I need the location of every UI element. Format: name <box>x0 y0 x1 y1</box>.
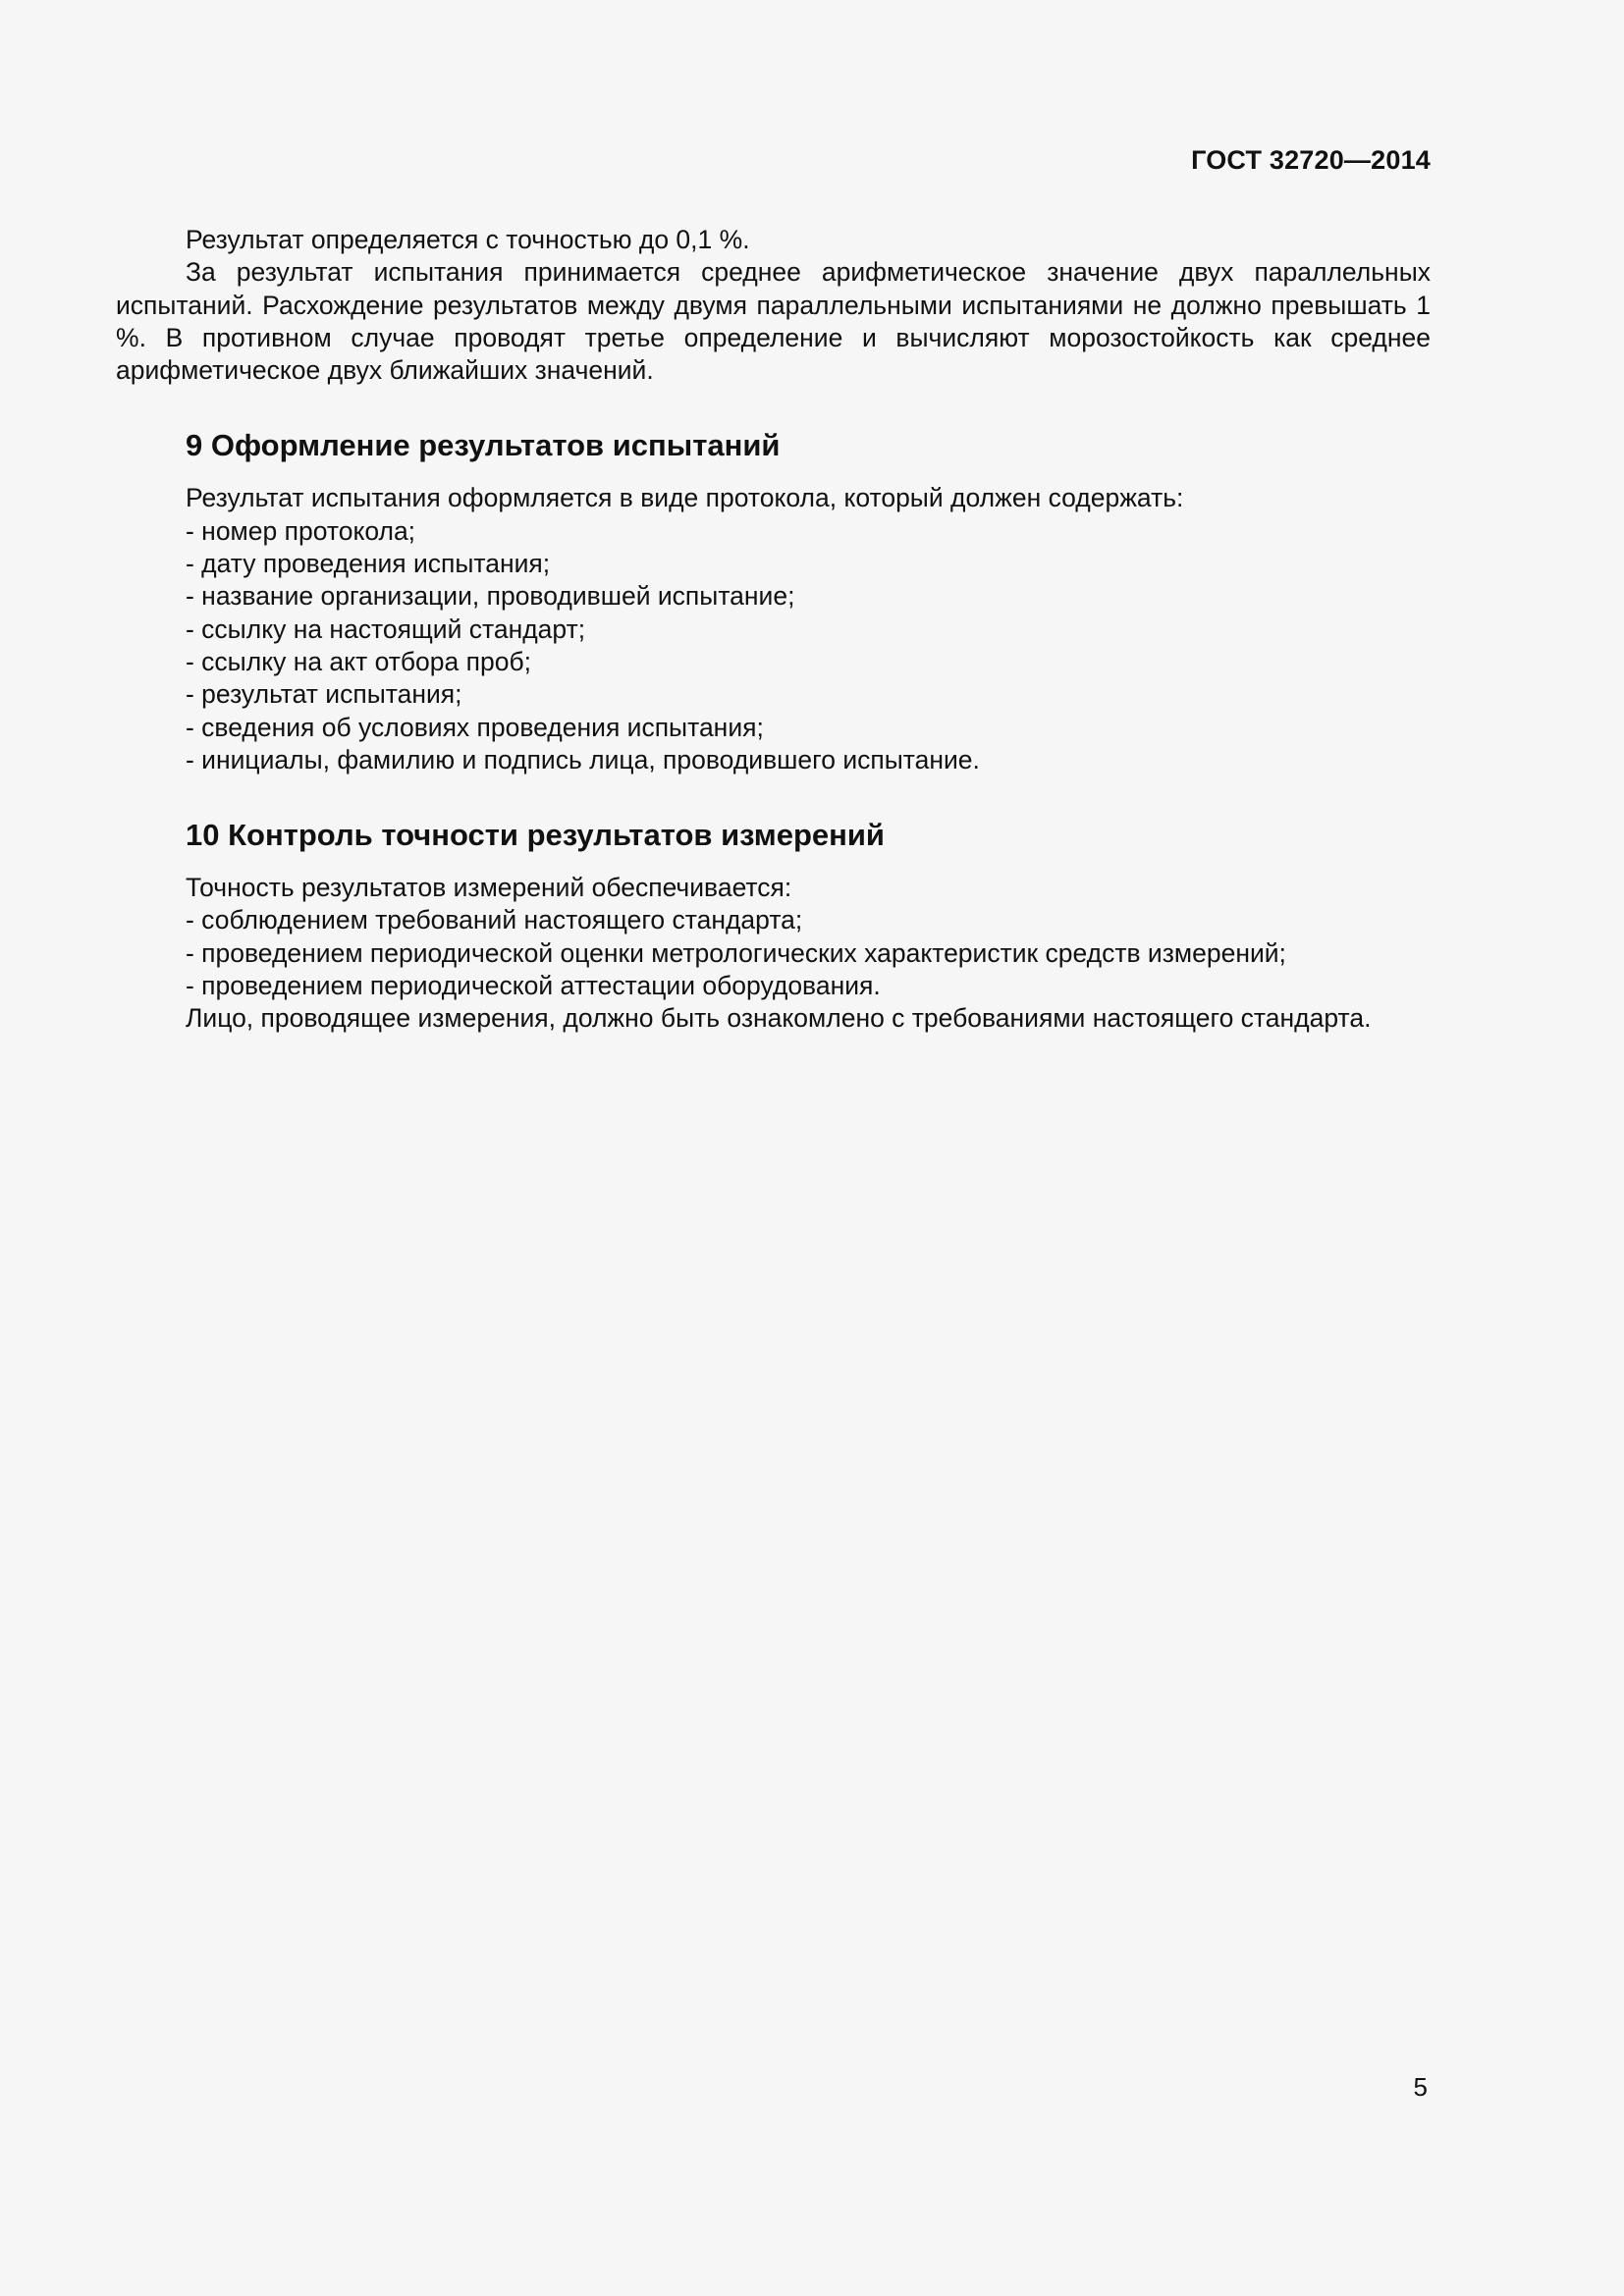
list-item: - номер протокола; <box>186 515 416 546</box>
list-item: - соблюдением требований настоящего стандарта; <box>186 905 803 935</box>
list-item: - ссылку на настоящий стандарт; <box>186 614 586 644</box>
list-item: - проведением периодической оценки метрологических характеристик средств измерений; <box>186 937 1286 968</box>
section-10-closing: Лицо, проводящее измерения, должно быть ознакомлено с требованиями настоящего стандарта. <box>186 1003 1372 1034</box>
page-number: 5 <box>1413 2072 1428 2102</box>
list-item: - результат испытания; <box>186 679 462 710</box>
list-item: - дату проведения испытания; <box>186 549 551 579</box>
intro-paragraph-precision: Результат определяется с точностью до 0,1 %. <box>186 225 750 254</box>
section-10-list <box>116 904 1431 1002</box>
section-9-lead: Результат испытания оформляется в виде протокола, который должен содержать: <box>186 483 1184 513</box>
document-header-id: ГОСТ 32720—2014 <box>1191 145 1431 175</box>
section-10-lead: Точность результатов измерений обеспечивается: <box>186 873 792 903</box>
list-item: - проведением периодической аттестации оборудования. <box>186 971 881 1001</box>
section-9-title: 9 Оформление результатов испытаний <box>186 428 781 463</box>
list-item: - сведения об условиях проведения испытания; <box>186 712 764 742</box>
intro-paragraph-result: За результат испытания принимается среднее арифметическое значение двух параллельных испытаний. Расхождение результатов между двумя параллельными испытаниями не должно превышать 1 %. В противном случае проводят третье определение и вычисляют морозостойкость как среднее арифметическое двух ближайших значений. <box>116 257 1431 386</box>
list-item: - инициалы, фамилию и подпись лица, проводившего испытание. <box>186 744 980 774</box>
list-item: - название организации, проводившей испытание; <box>186 581 795 612</box>
list-item: - ссылку на акт отбора проб; <box>186 646 531 676</box>
section-9-list <box>116 515 1431 776</box>
section-10-title: 10 Контроль точности результатов измерений <box>186 818 885 853</box>
document-body <box>116 224 1431 1036</box>
